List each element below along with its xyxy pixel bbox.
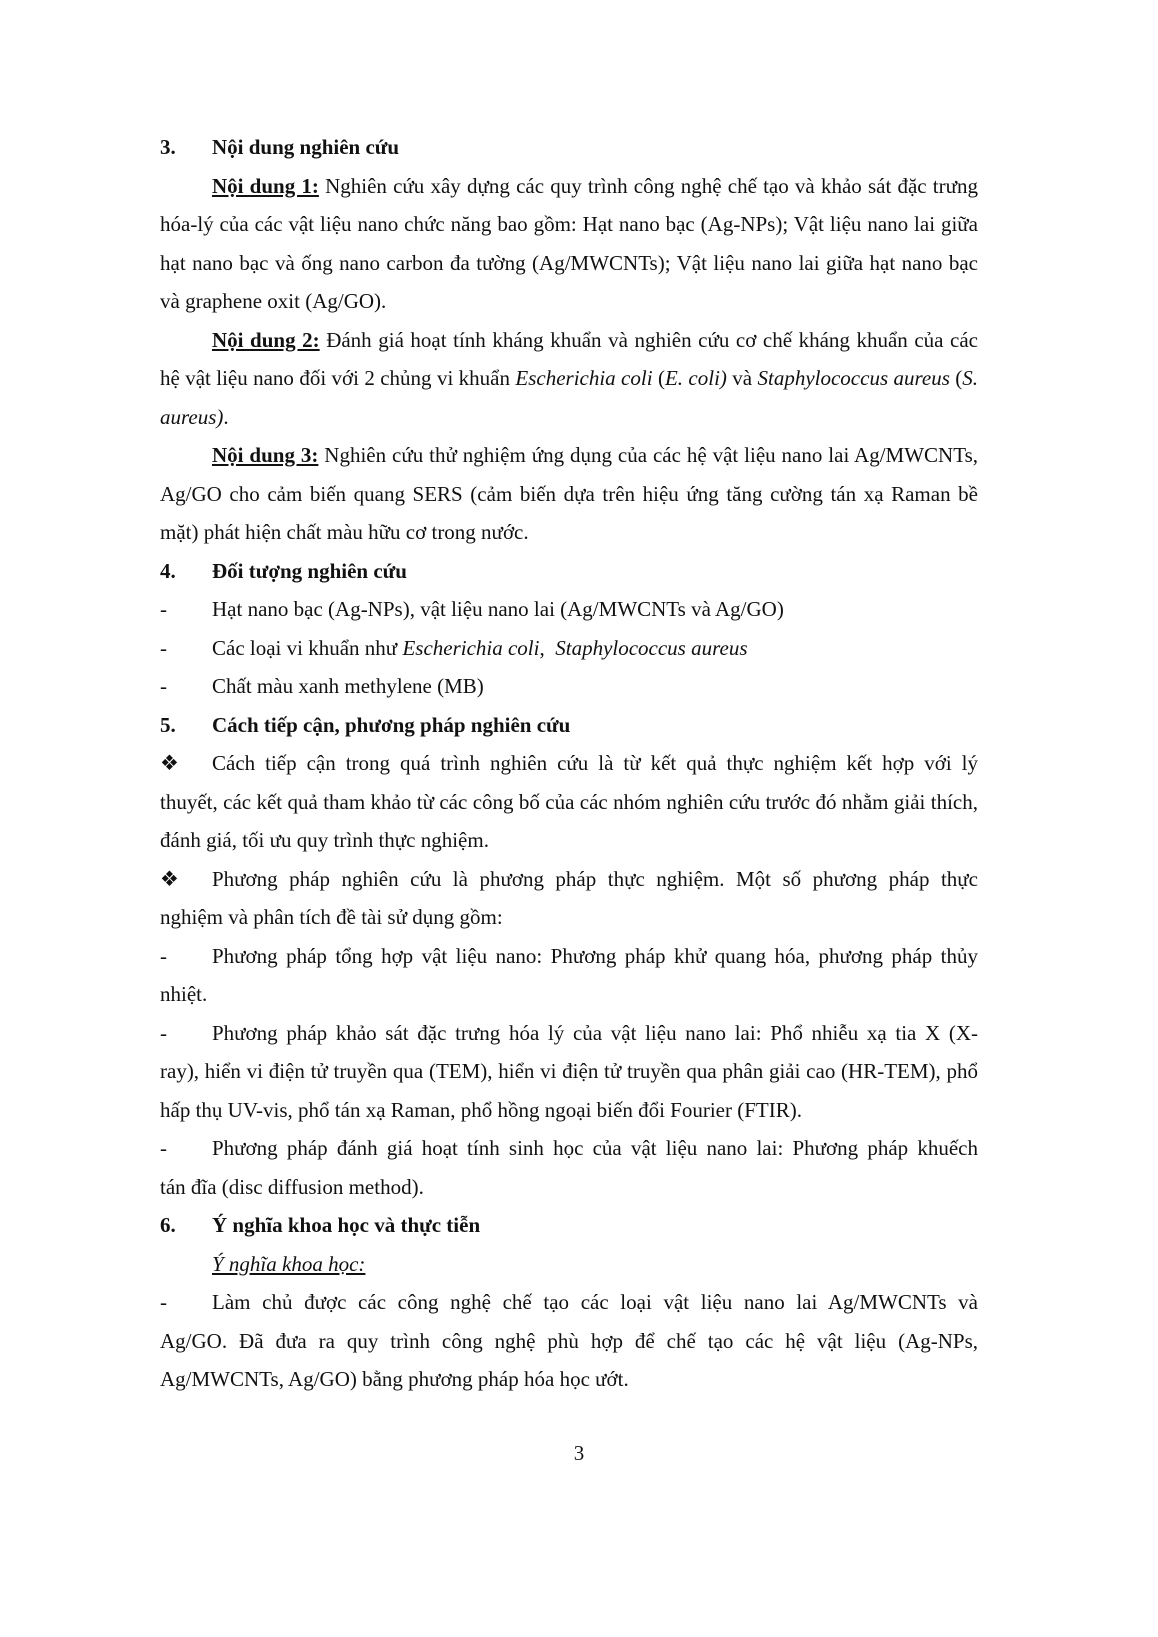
dash-marker: - — [160, 635, 167, 660]
content-1-label: Nội dung 1: — [212, 173, 319, 198]
subheading — [160, 1245, 978, 1284]
method-3-first-line: Phương pháp đánh giá hoạt tính sinh học của vật liệu nano lai: Phương pháp khuếch — [212, 1136, 978, 1160]
section-number: 5. — [160, 712, 176, 737]
method-continuation: nghiệm và phân tích đề tài sử dụng gồm: — [160, 905, 503, 929]
bullet-item — [160, 860, 978, 899]
bullet-item — [160, 744, 978, 783]
section-number: 6. — [160, 1213, 176, 1237]
method-1-first-line: Phương pháp tổng hợp vật liệu nano: Phương pháp khử quang hóa, phương pháp thủy — [212, 943, 978, 968]
section-title: Cách tiếp cận, phương pháp nghiên cứu — [212, 712, 571, 737]
approach-continuation: thuyết, các kết quả tham khảo từ các công bố của các nhóm nghiên cứu trước đó nhằm giải thích, đánh giá, tối ưu quy trình thực nghiệm. — [160, 789, 978, 852]
dash-marker: - — [160, 943, 167, 968]
page-content — [160, 128, 978, 1399]
list-item — [160, 1283, 978, 1322]
section-6-heading — [160, 1206, 978, 1245]
content-2-text-d: ( — [949, 366, 963, 390]
list-item — [160, 590, 978, 629]
species-saureus: Staphylococcus aureus — [757, 366, 950, 390]
method-2-first-line: Phương pháp khảo sát đặc trưng hóa lý của vật liệu nano lai: Phổ nhiễu xạ tia X (X- — [212, 1020, 978, 1045]
method-1-continuation: nhiệt. — [160, 982, 208, 1006]
list-item-prefix: Các loại vi khuẩn như — [212, 635, 403, 660]
list-item-text: Chất màu xanh methylene (MB) — [212, 674, 484, 698]
dash-marker: - — [160, 597, 167, 621]
significance-first-line: Làm chủ được các công nghệ chế tạo các loại vật liệu nano lai Ag/MWCNTs và — [212, 1290, 978, 1314]
list-item-text: Hạt nano bạc (Ag-NPs), vật liệu nano lai (Ag/MWCNTs và Ag/GO) — [212, 597, 784, 621]
content-3-paragraph — [160, 436, 978, 552]
section-4-heading — [160, 552, 978, 591]
list-item — [160, 667, 978, 706]
content-2-text-b: ( — [652, 366, 665, 390]
content-2-text-c: và — [726, 366, 758, 390]
section-title: Nội dung nghiên cứu — [212, 135, 400, 159]
content-2-text-e: . — [223, 404, 229, 429]
list-item-text — [212, 629, 748, 668]
dash-marker: - — [160, 1290, 167, 1314]
diamond-bullet-icon: ❖ — [160, 751, 179, 775]
dash-marker: - — [160, 674, 167, 698]
method-2-continuation: ray), hiển vi điện tử truyền qua (TEM), hiển vi điện tử truyền qua phân giải cao (HR-TEM), phổ hấp thụ UV-vis, phổ tán xạ Raman, phổ hồng ngoại biến đổi Fourier (FTIR). — [160, 1059, 978, 1122]
significance-continuation: Ag/GO. Đã đưa ra quy trình công nghệ phù hợp để chế tạo các hệ vật liệu (Ag-NPs, Ag/MWCNTs, Ag/GO) bằng phương pháp hóa học ướt. — [160, 1328, 978, 1391]
separator: , — [539, 635, 556, 660]
method-first-line: Phương pháp nghiên cứu là phương pháp thực nghiệm. Một số phương pháp thực — [212, 866, 978, 891]
species-ecoli-abbr: E. coli) — [664, 366, 727, 390]
species-saureus: Staphylococcus aureus — [555, 635, 748, 660]
list-item — [160, 937, 978, 976]
species-ecoli: Escherichia coli — [515, 366, 653, 390]
diamond-bullet-icon: ❖ — [160, 866, 179, 891]
subheading-text: Ý nghĩa khoa học: — [212, 1251, 366, 1276]
list-item — [160, 1129, 978, 1168]
method-3-continuation: tán đĩa (disc diffusion method). — [160, 1174, 424, 1199]
content-1-text: Nghiên cứu xây dựng các quy trình công nghệ chế tạo và khảo sát đặc trưng hóa-lý của các vật liệu nano chức năng bao gồm: Hạt nano bạc (Ag-NPs); Vật liệu nano lai giữa hạt nano bạc và ống nano carbon đa tường (Ag/MWCNTs); Vật liệu nano lai giữa hạt nano bạc và graphene oxit (Ag/GO). — [160, 173, 979, 313]
content-2-text-a: Đánh giá hoạt tính kháng khuẩn và nghiên cứu cơ chế kháng khuẩn của các hệ vật liệu nano đối với 2 chủng vi khuẩn — [160, 327, 978, 390]
dash-marker: - — [160, 1020, 167, 1045]
section-5-heading — [160, 706, 978, 745]
content-3-label: Nội dung 3: — [212, 443, 319, 467]
list-item — [160, 629, 978, 668]
page-number: 3 — [573, 1441, 585, 1465]
section-3-heading — [160, 128, 978, 167]
section-number: 4. — [160, 558, 176, 583]
content-2-paragraph — [160, 321, 978, 437]
content-3-text: Nghiên cứu thử nghiệm ứng dụng của các hệ vật liệu nano lai Ag/MWCNTs, Ag/GO cho cảm biến quang SERS (cảm biến dựa trên hiệu ứng tăng cường tán xạ Raman bề mặt) phát hiện chất màu hữu cơ trong nước. — [160, 443, 978, 544]
dash-marker: - — [160, 1136, 167, 1160]
species-saureus-abbr: S. aureus) — [160, 366, 979, 429]
content-1-paragraph — [160, 167, 978, 321]
list-item — [160, 1014, 978, 1053]
species-ecoli: Escherichia coli — [402, 635, 540, 660]
content-2-label: Nội dung 2: — [212, 327, 320, 352]
approach-first-line: Cách tiếp cận trong quá trình nghiên cứu là từ kết quả thực nghiệm kết hợp với lý — [212, 751, 978, 775]
section-title: Ý nghĩa khoa học và thực tiễn — [212, 1213, 481, 1237]
section-number: 3. — [160, 135, 176, 159]
section-title: Đối tượng nghiên cứu — [212, 558, 407, 583]
